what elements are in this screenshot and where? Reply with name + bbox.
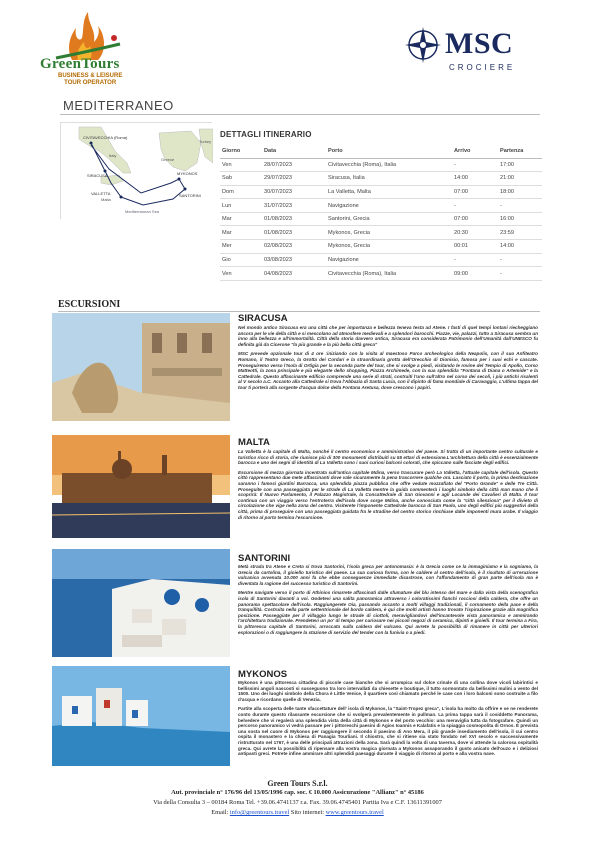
map-label-sea: Mediterranean Sea — [125, 209, 160, 214]
title-divider — [60, 114, 540, 115]
col-porto: Porto — [326, 145, 452, 158]
cell-partenza: 14:00 — [498, 240, 542, 254]
cell-porto: Navigazione — [326, 199, 452, 213]
siracusa-intro: Nel mondo antico Siracusa era una città che per importanza e bellezza teneva testa ad Atene. I fasti di quel tempi lontani riecheggiano ancora per le vie della città e si mescolano ad atmosfere medievali e a splendori barocchi. Piazze, vie, palazzi, tutto a Siracusa sembra un inno alla bellezza e all'immortalità. Città della storia davvero antica, Siracusa era considerata Patrimonio dell'Umanità dall'UNESCO fu definita già da Cicerone "la più grande e la più bella città greca" — [238, 325, 538, 347]
route-map-svg — [61, 123, 213, 220]
santorini-intro: Metà strada tra Atene e Creta si trova Santorini, l'isola greca per antonomasia: è la Grecia come ce la immaginiamo e la sogniamo, la Grecia da cartolina, il gioiello turistico del paese. La sua curiosa forma, con le caldere al centro dell'isola, è il risultato di un'eruzione vulcanica avvenuta 10.000 anni fa che ebbe conseguenze immediate disastrose, con l'affondamento di gran parte dell'isola ma è diventata la ragione del successo turistico di Santorini. — [238, 564, 538, 586]
col-data: Data — [262, 145, 326, 158]
cell-partenza: - — [498, 253, 542, 267]
itinerary-row — [220, 158, 542, 172]
footer-email-link[interactable]: info@greentours.travel — [229, 809, 290, 816]
cell-partenza: 16:00 — [498, 212, 542, 226]
map-label-greece: Greece — [161, 157, 175, 162]
excursion-title-mykonos: MYKONOS — [238, 669, 288, 680]
footer-site-label: Sito internet: — [289, 809, 326, 816]
siracusa-photo — [52, 313, 230, 421]
cell-porto: Civitavecchia (Roma), Italia — [326, 158, 452, 172]
footer-email-label: Email: — [211, 809, 230, 816]
col-arrivo: Arrivo — [452, 145, 498, 158]
itinerary-table — [220, 145, 542, 281]
footer-site-link[interactable]: www.greentours.travel — [325, 809, 384, 816]
excursions-title: ESCURSIONI — [58, 299, 121, 310]
msc-sub: CROCIERE — [449, 63, 516, 72]
cell-giorno: Mer — [220, 240, 262, 254]
excursion-title-santorini: SANTORINI — [238, 553, 291, 564]
cell-porto: Siracusa, Italia — [326, 172, 452, 186]
mykonos-tour: Partite alla scoperta delle tante sfaccettature dell' isola di Mykonos, la "Saint-Tropez greca", L'isola ha molto da offrire e ve ne renderete conto durante questo rilassante escursione che si svolgerà prevalentemente in pullman. La prima tappa sarà il cosiddetto Panorama, belvedere che vi regalerà una splendida vista della città di Mykonos e del porto vecchio: una meraviglia tutta da fotografare. Quindi un percorso panoramico vi vedrà passare per i pittoreschi paesini di Agios Ioannis e Kalafatis e la spiaggia cosmopolita di Ornos. È prevista una sosta nel cuore di Mykonos per raggiungere il secondo il paesino di Ano Mera, il più grande insediamento dell'isola, il cui centro ospita il monastero e la chiesa di Panagia Tourliani. Il chiostro, che si ritiene sia stato fondato nel XVI secolo e successivamente ristrutturato nel 1767, è una delle principali attrazioni della zona. Sarà quindi la volta di una taverna, dove vi attende la calorosa ospitalità greca. Qui avrete la possibilità di ripensare alla vostra magica giornata a Mykonos assaporando il gusto anicato dell'ouzo e i deliziosi antipasti greci. Potrete infine ammirare altri splendidi paesaggi durante il viaggio di ritorno al porto e alla vostra nave. — [238, 706, 538, 757]
cell-data: 31/07/2023 — [262, 199, 326, 213]
cell-giorno: Mar — [220, 226, 262, 240]
cell-giorno: Ven — [220, 267, 262, 281]
cell-porto: La Valletta, Malta — [326, 185, 452, 199]
map-label-mykonos: MYKONOS — [177, 171, 198, 176]
cell-data: 01/08/2023 — [262, 226, 326, 240]
msc-name: MSC — [445, 27, 514, 60]
cell-partenza: 21:00 — [498, 172, 542, 186]
cell-porto: Mykonos, Grecia — [326, 240, 452, 254]
cell-data: 04/08/2023 — [262, 267, 326, 281]
map-label-santorini: SANTORINI — [179, 193, 201, 198]
cell-arrivo: 14:00 — [452, 172, 498, 186]
santorini-photo — [52, 549, 230, 657]
cell-giorno: Dom — [220, 185, 262, 199]
itinerary-row — [220, 212, 542, 226]
map-label-siracusa: SIRACUSA — [87, 173, 108, 178]
msc-logo — [403, 25, 533, 75]
cell-porto: Civitavecchia (Roma), Italia — [326, 267, 452, 281]
footer-company: Green Tours S.r.l. — [267, 779, 328, 788]
cell-partenza: 23:59 — [498, 226, 542, 240]
malta-intro: La Valletta è la capitale di Malta, nonché il centro economico e amministrativo del paese. Si tratta di un importante centro culturale e turistico ricco di storia, che riunisce più di 300 monumenti distribuiti su 55 ettari di estensione.L'architettura della città è essenzialmente barocca e uno dei segni di identità di La Valletta sono i suoi curiosi balconi colorati, che spiccano sulle facciate degli edifici. — [238, 449, 538, 466]
cell-arrivo: 07:00 — [452, 185, 498, 199]
cell-data: 28/07/2023 — [262, 158, 326, 172]
excursion-text-siracusa — [238, 325, 538, 391]
itinerary-row — [220, 185, 542, 199]
cell-giorno: Lun — [220, 199, 262, 213]
cell-data: 03/08/2023 — [262, 253, 326, 267]
itinerary-row — [220, 172, 542, 186]
malta-tour: Escursione di mezza giornata incentrata sull'antica capitale Mdina, verso trascurare però La Valletta, l'attuale capitale dell'isola. Questo cittò rappresentano due mete affascinanti dove vale sicuramente la pena trascorrere qualche ora. Lasciato il porto, la prima destinazione saranno i famosi giardini Barracca, una splendida piazza pubblica che offre vedute mozzafiato del "Porto Grande" e delle Tre Città. Proseguite con una passeggiata per le strade di La Valletta mentre la guida commenterà i luoghi simbolo della città man mano che li scoprirà: Il Nuovo Parlamento, il Palazzo Magistrale, la Concattedrale di San Giovanni e agli Locande dei Cavalieri di Malta. Il tour continua con un viaggio verso l'entroterra dell'isola dove sorge Mdina, anche conosciuta come la "città silenziosa" per il divieto di circolazione che vige nella zona del centro. Visiterete l'imponente Cattedrale barocca di San Paolo, uno degli edifici più suggestivi della città, prima di proseguire con una passeggiata guidata fra le stradine del centro storico rinchiuse dalle imponenti mura arabe. Il viaggio di ritorno al porto termina l'escursione. — [238, 469, 538, 520]
itinerary-row — [220, 267, 542, 281]
cell-porto: Mykonos, Grecia — [326, 226, 452, 240]
cell-arrivo: - — [452, 158, 498, 172]
itinerary-row — [220, 226, 542, 240]
excursion-text-santorini — [238, 564, 538, 635]
greentours-tagline-2: TOUR OPERATOR — [64, 80, 117, 86]
cell-arrivo: 07:00 — [452, 212, 498, 226]
col-giorno: Giorno — [220, 145, 262, 158]
cell-partenza: - — [498, 199, 542, 213]
mykonos-intro: Mykonos è una pittoresca cittadina di piccole case bianche che si arrampica sul dolce crinale di una collina dove vicoli labirintici e bellissimi angoli nascosti si susseguono tra loro intervallati da chiesette e boutique, il tutto sormontato da bellissimi mulini a vento del 1500. Uno dei luoghi simbolo della Chora è Little Venice, il quartiere così chiamato perché le case con i loro balconi sono costruite a filo d'acqua e ricordano quelle di Venezia. — [238, 680, 538, 702]
cell-porto: Santorini, Grecia — [326, 212, 452, 226]
excursions-divider — [58, 311, 540, 312]
itinerary-row — [220, 199, 542, 213]
cell-data: 30/07/2023 — [262, 185, 326, 199]
cell-giorno: Mar — [220, 212, 262, 226]
compass-rose-icon — [403, 25, 443, 65]
malta-photo — [52, 435, 230, 538]
map-label-turkey: Turkey — [199, 139, 212, 144]
cell-arrivo: - — [452, 253, 498, 267]
cell-porto: Navigazione — [326, 253, 452, 267]
map-label-italy: Italy — [109, 153, 117, 158]
footer-contacts — [0, 809, 595, 816]
cell-arrivo: - — [452, 199, 498, 213]
page-title: MEDITERRANEO — [63, 98, 174, 113]
cell-giorno: Sab — [220, 172, 262, 186]
cell-arrivo: 09:00 — [452, 267, 498, 281]
map-label-malta: Malta — [101, 197, 111, 202]
col-partenza: Partenza — [498, 145, 542, 158]
cell-partenza: 18:00 — [498, 185, 542, 199]
greentours-tagline-1: BUSINESS & LEISURE — [58, 73, 123, 79]
greentours-tagline — [58, 73, 122, 87]
cell-giorno: Gio — [220, 253, 262, 267]
cell-arrivo: 20:30 — [452, 226, 498, 240]
siracusa-tour: MSC prevede opzionale tour di 4 ore :iniziando con la visita al maestoso Parco archeologico della Neapolis, con il suo Anfiteatro Romano, il Teatro Greco, la Grotta dei Cordari e la straordinaria grotta dell'Orecchio di Dionisio, famosa per i suoi echi e cascate. Proseguiremo verso l'Isola di Ortigia per la seconda parte del tour, che si svolge a piedi, visitando le rovine del Tempio di Apollo, Corso Matteotti, la zona principale e più elegante dello shopping, Piazza Archimede, con la sua splendida "Fontana di Diana o Artemide" e la Cattedrale. Questo affascinante edificio comprende una serie di strati, costruiti l'uno sull'altro nel corso dei secoli, i più antichi risalenti al V secolo a.C. Accanto alla Cattedrale si trova l'Abbazia di Santa Lucia, con il dipinto di fama mondiale di Caravaggio, L'ultima tappa del tour ti porterà alla sorgente d'acqua dolce della Fontana Aretusa, dove crescono i papiri. — [238, 351, 538, 390]
cell-partenza: - — [498, 267, 542, 281]
itinerary-header-row — [220, 145, 542, 158]
santorini-tour: Mentre navigate verso il porto di Athinios rimarrete affascinati dalle sfumature del blu intenso del mare e dalla vista della scenografica isola di Santorini davanti a voi. Godetevi una salita panoramica attraverso i coloratissimi fianchi rocciosi della caldera, che offre un panorama spettacolare dell'isola. Raggiungerete Oia, passando accanto a molti villaggi tradizionali, il cornamento della pace e della tranquillità. Costruita nella parte settentrionale del bordo caldera, è qui che molti artisti hanno trovato l'ispirazione grazie alla magnifica posizione. Passeggiate per il villaggio lungo le strade di ciottoli, meravigliandovi dell'incantevole vista panoramica e ammirando l'architettura tradizionale. Prendetevi un po' di tempo per curiosare nei piccoli negozi di ceramica, dipinti e gioielli. Il tour termina a Fira, la pittoresca capitale di Santorini, arroccata sulla caldera del vulcano. Qui avrete la possibilità di rimanere in città per ulteriori esplorazioni o di raggiungere la stazione di servizio del tender con la funivia o a piedi. — [238, 590, 538, 635]
mykonos-photo — [52, 666, 230, 766]
route-map — [60, 122, 212, 219]
cell-partenza: 17:00 — [498, 158, 542, 172]
excursion-text-malta — [238, 449, 538, 520]
cell-data: 01/08/2023 — [262, 212, 326, 226]
excursion-text-mykonos — [238, 680, 538, 757]
excursion-title-malta: MALTA — [238, 437, 270, 448]
map-label-civitavecchia: CIVITAVECCHIA (Roma) — [83, 135, 128, 140]
footer-address: Via della Consulta 3 – 00184 Roma Tel. +39.06.4741137 r.a. Fax. 39.06.4745401 Partita Iva e C.F. 13611391007 — [153, 799, 442, 806]
cell-data: 29/07/2023 — [262, 172, 326, 186]
map-label-valletta: VALLETTA — [91, 191, 111, 196]
excursion-title-siracusa: SIRACUSA — [238, 313, 288, 324]
cell-giorno: Ven — [220, 158, 262, 172]
greentours-name: GreenTours — [40, 56, 120, 72]
cell-data: 02/08/2023 — [262, 240, 326, 254]
itinerary-title: DETTAGLI ITINERARIO — [220, 130, 312, 139]
cell-arrivo: 00:01 — [452, 240, 498, 254]
footer-authorization: Aut. provinciale n° 176/96 del 13/05/1996 cap. soc. € 10.000 Assicurazione "Allianz" n° 45186 — [171, 789, 424, 796]
itinerary-row — [220, 240, 542, 254]
itinerary-row — [220, 253, 542, 267]
